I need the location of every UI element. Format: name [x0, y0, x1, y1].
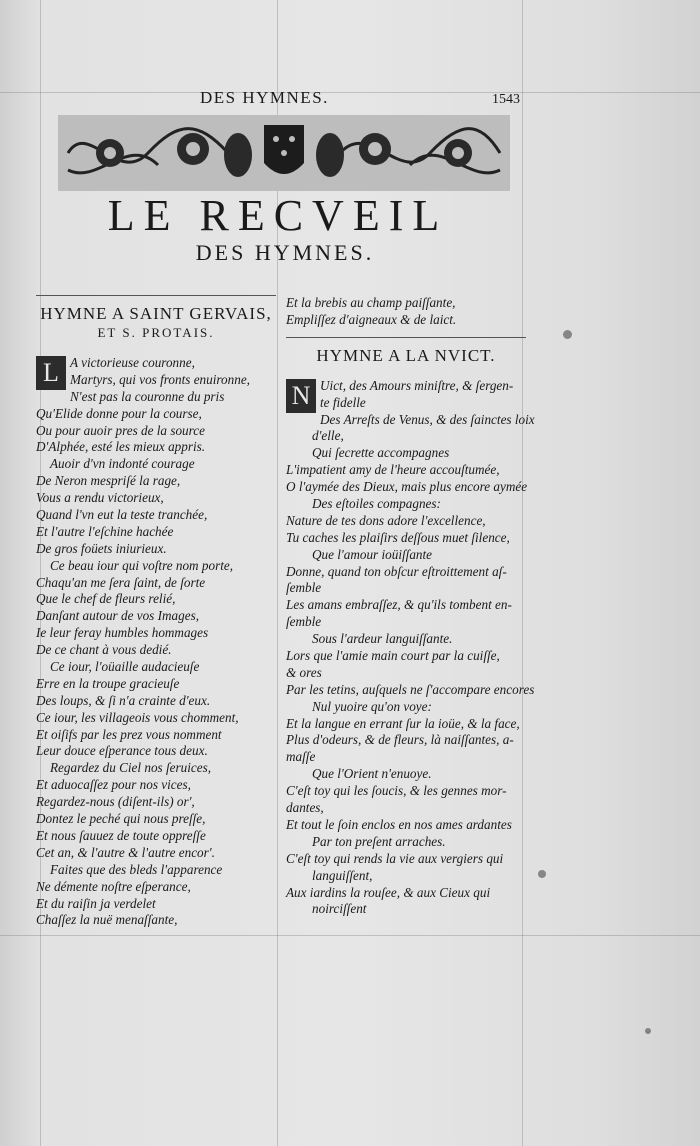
verse-line: Et l'autre l'eſchine hachée [36, 523, 174, 539]
verse-line: Des eſtoiles compagnes: [312, 496, 441, 512]
verse-line: De gros foüets iniurieux. [36, 540, 167, 556]
verse-gervais [36, 355, 276, 929]
dropcap-l: L [36, 356, 66, 390]
verse-line: Que l'amour ioüiſſante [312, 546, 433, 562]
verse-line: ſemble [286, 580, 322, 596]
verse-line: Et tout le ſoin enclos en nos ames ardantes [286, 816, 512, 832]
verse-line: Uict, des Amours miniſtre, & ſergen- [320, 377, 514, 393]
verse-line: Chaqu'an me ſera ſaint, de ſorte [36, 574, 206, 590]
verse-line: Martyrs, qui vos fronts enuironne, [70, 371, 250, 387]
verse-nuict [286, 377, 535, 919]
verse-line: C'eſt toy qui les ſoucis, & les gennes mor- [286, 783, 507, 799]
paper-speck [538, 870, 546, 878]
paper-speck [563, 330, 572, 339]
verse-line: Ou pour auoir pres de la source [36, 422, 205, 438]
verse-line: Ce iour, les villageois vous chomment, [36, 709, 239, 725]
sub-title: DES HYMNES. [195, 240, 375, 265]
verse-line: Cet an, & l'autre & l'autre encor'. [36, 844, 215, 860]
verse-line: maſſe [286, 749, 316, 765]
verse-line: ſemble [286, 614, 322, 630]
running-head: DES HYMNES. [200, 88, 329, 107]
verse-line: Que le chef de fleurs relié, [36, 591, 176, 607]
right-column [286, 295, 535, 918]
verse-line: Plus d'odeurs, & de fleurs, là naiſſantes, a- [286, 732, 514, 748]
verse-line: Ce beau iour qui voſtre nom porte, [50, 557, 234, 573]
verse-line: A victorieuse couronne, [70, 355, 195, 370]
verse-line: Et du raiſin ja verdelet [36, 895, 156, 911]
verse-line: & ores [286, 664, 322, 680]
verse-line: N'est pas la couronne du pris [70, 388, 225, 404]
verse-line: De ce chant à vous dedié. [36, 642, 172, 658]
verse-line: Nature de tes dons adore l'excellence, [286, 512, 486, 528]
verse-line: L'impatient amy de l'heure accouſtumée, [286, 462, 500, 478]
verse-line: Ie leur feray humbles hommages [36, 625, 209, 641]
verse-line: Aux iardins la rouſee, & aux Cieux qui [286, 884, 491, 900]
verse-line: Regardez du Ciel nos ſeruices, [50, 760, 212, 776]
page-number: 1543 [492, 92, 520, 107]
verse-line: Quand l'vn eut la teste tranchée, [36, 507, 208, 523]
verse-line: Et la langue en errant ſur la ioüe, & la face, [286, 715, 520, 731]
hymn-title-nuict: HYMNE A LA NVICT. [316, 345, 496, 365]
verse-line: Vous a rendu victorieux, [36, 490, 164, 506]
verse-line: Chaſſez la nuë menaſſante, [36, 912, 178, 928]
verse-line: Auoir d'vn indonté courage [50, 456, 195, 472]
verse-line: Qui ſecrette accompagnes [312, 445, 450, 461]
verse-line: Des loups, & ſi n'a crainte d'eux. [36, 692, 211, 708]
verse-line: Et nous ſauuez de toute oppreſſe [36, 827, 206, 843]
guide-line-bottom [0, 935, 700, 936]
verse-line: Sous l'ardeur languiſſante. [312, 631, 453, 647]
guide-line-top [0, 92, 700, 93]
verse-line: Nul yuoire qu'on voye: [312, 698, 432, 714]
verse-line: dantes, [286, 800, 324, 816]
verse-line: Lors que l'amie main court par la cuiſſe, [286, 648, 500, 664]
headpiece-ornament [58, 115, 510, 191]
verse-line: d'elle, [312, 428, 344, 444]
column-rule [36, 295, 276, 296]
column-rule [286, 337, 526, 338]
verse-line: D'Alphée, esté les mieux appris. [36, 439, 206, 455]
verse-line: Ne démente noſtre eſperance, [36, 878, 191, 894]
verse-line: Qu'Elide donne pour la course, [36, 405, 202, 421]
verse-line: Erre en la troupe gracieuſe [36, 675, 180, 691]
verse-continuation [286, 295, 526, 329]
verse-line: Dontez le peché qui nous preſſe, [36, 811, 206, 827]
verse-line: Empliſſez d'aigneaux & de laict. [286, 311, 457, 327]
verse-line: Des Arreſts de Venus, & des ſainctes loix [320, 411, 535, 427]
verse-line: te fidelle [320, 394, 366, 410]
verse-line: Leur douce eſperance tous deux. [36, 743, 208, 759]
verse-line: Regardez-nous (diſent-ils) or', [36, 794, 195, 810]
verse-line: Faites que des bleds l'apparence [50, 861, 223, 877]
dropcap-n: N [286, 379, 316, 413]
verse-line: Donne, quand ton obſcur eſtroittement aſ- [286, 563, 507, 579]
verse-line: Ce iour, l'oüaille audacieuſe [50, 659, 200, 675]
verse-line: Tu caches les plaiſirs deſſous muet ſilence, [286, 529, 510, 545]
hymn-subtitle-protais: ET S. PROTAIS. [97, 325, 215, 340]
verse-line: Et aduocaſſez pour nos vices, [36, 777, 191, 793]
verse-line: Et la brebis au champ paiſſante, [286, 295, 456, 310]
verse-line: Par les tetins, auſquels ne ſ'accompare encores [286, 681, 535, 697]
verse-line: De Neron mespriſé la rage, [36, 473, 181, 489]
verse-line: Les amans embraſſez, & qu'ils tombent en- [286, 597, 512, 613]
verse-line: Que l'Orient n'enuoye. [312, 766, 432, 782]
verse-line: C'eſt toy qui rends la vie aux vergiers qui [286, 850, 504, 866]
hymn-title-gervais: HYMNE A SAINT GERVAIS, [40, 304, 272, 323]
verse-line: Danſant autour de vos Images, [36, 608, 199, 624]
verse-line: Et oiſifs par les prez vous nomment [36, 726, 222, 742]
verse-line: noirciſſent [312, 901, 367, 917]
paper-speck [645, 1028, 651, 1034]
left-column [36, 295, 276, 929]
verse-line: O l'aymée des Dieux, mais plus encore aymée [286, 479, 528, 495]
verse-line: languiſſent, [312, 867, 373, 883]
main-title: LE RECVEIL [107, 191, 449, 240]
verse-line: Par ton preſent arraches. [312, 833, 446, 849]
